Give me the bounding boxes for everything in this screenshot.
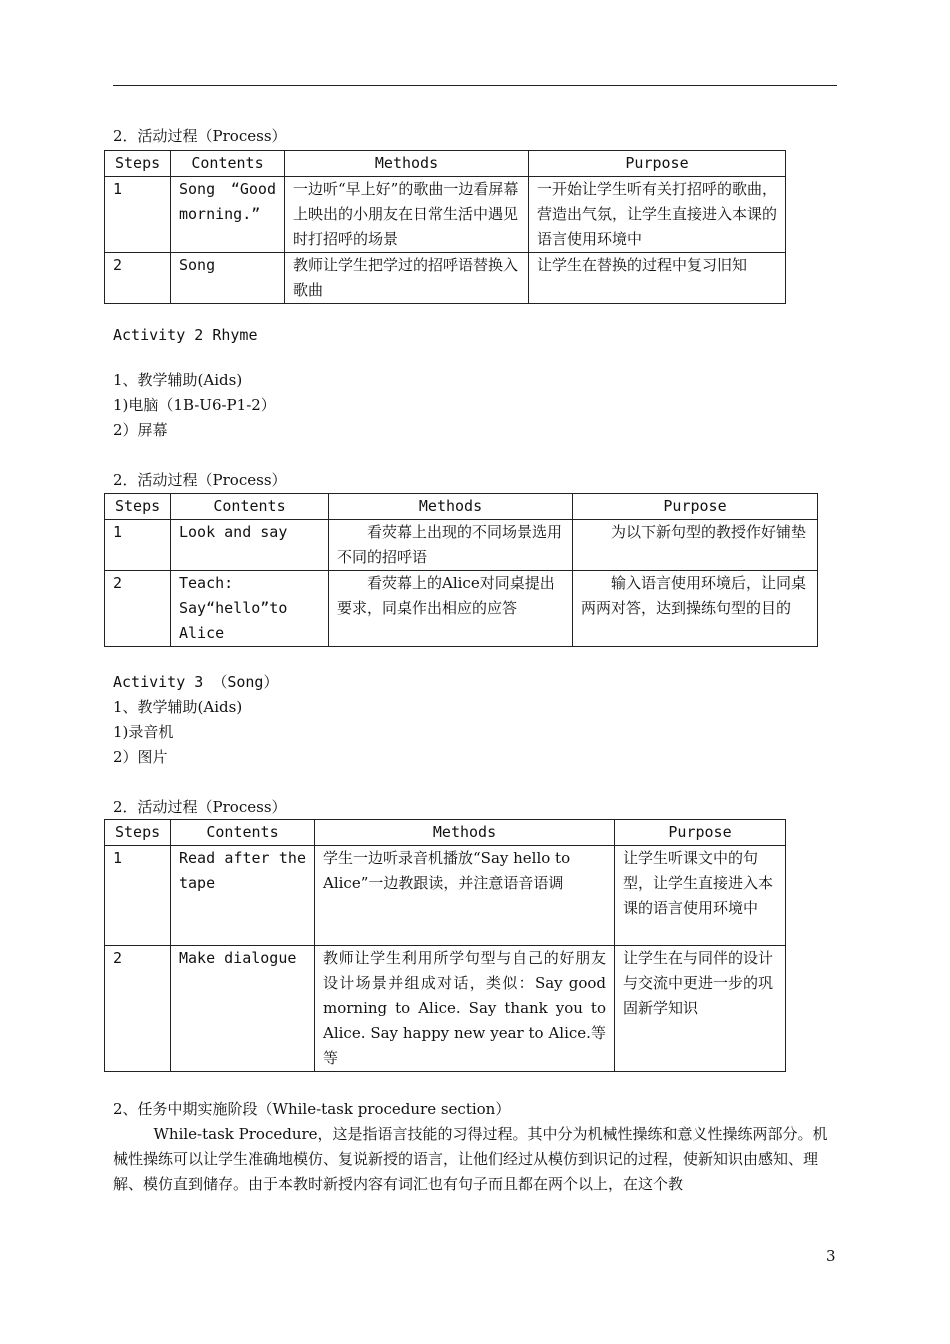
page-number: 3: [826, 1247, 836, 1265]
header-methods: Methods: [285, 151, 529, 177]
activity2-aid-1: 1)电脑（1B-U6-P1-2）: [113, 396, 276, 414]
table-row: [105, 520, 818, 571]
header-methods: Methods: [329, 494, 573, 520]
table-row: [105, 177, 786, 253]
header-methods: Methods: [315, 820, 615, 846]
cell-contents: Read after the tape: [171, 846, 315, 946]
while-task-paragraph: While-task Procedure，这是指语言技能的习得过程。其中分为机械性操练和意义性操练两部分。机械性操练可以让学生准确地模仿、复说新授的语言，让他们经过从模仿到识记的过程，使新知识由感知、理解、模仿直到储存。由于本教时新授内容有词汇也有句子而且都在两个以上，在这个教: [113, 1125, 828, 1193]
cell-contents: Song “Good morning.”: [171, 177, 285, 253]
header-purpose: Purpose: [573, 494, 818, 520]
header-purpose: Purpose: [529, 151, 786, 177]
activity2-aids-heading: 1、教学辅助(Aids): [113, 371, 243, 389]
table-row: [105, 946, 786, 1072]
header-contents: Contents: [171, 820, 315, 846]
cell-methods: 看荧幕上的Alice对同桌提出要求，同桌作出相应的应答: [329, 571, 573, 647]
cell-step: 1: [105, 520, 171, 571]
cell-purpose: 为以下新句型的教授作好铺垫: [573, 520, 818, 571]
activity3-aid-2: 2）图片: [113, 748, 168, 766]
cell-purpose: 让学生听课文中的句型，让学生直接进入本课的语言使用环境中: [615, 846, 786, 946]
cell-methods: 教师让学生把学过的招呼语替换入歌曲: [285, 253, 529, 304]
cell-contents: [171, 571, 329, 647]
process-heading-2: 2．活动过程（Process）: [113, 471, 287, 489]
header-steps: Steps: [105, 151, 171, 177]
cell-contents: Look and say: [171, 520, 329, 571]
table-row: [105, 571, 818, 647]
cell-step: 1: [105, 846, 171, 946]
table-row: [105, 846, 786, 946]
cell-step: 2: [105, 946, 171, 1072]
table-header-row: [105, 820, 786, 846]
process-table-3: [104, 819, 786, 1072]
activity3-aid-1: 1)录音机: [113, 723, 174, 741]
activity2-title: Activity 2 Rhyme: [113, 326, 258, 344]
cell-step: 2: [105, 571, 171, 647]
process-table-2: [104, 493, 818, 647]
cell-methods: 学生一边听录音机播放“Say hello to Alice”一边教跟读，并注意语音语调: [315, 846, 615, 946]
table-row: [105, 253, 786, 304]
header-steps: Steps: [105, 820, 171, 846]
header-contents: Contents: [171, 151, 285, 177]
table-header-row: [105, 494, 818, 520]
cell-contents-line-1: Teach:: [179, 574, 234, 592]
process-table-1: [104, 150, 786, 304]
cell-contents: Make dialogue: [171, 946, 315, 1072]
table-header-row: [105, 151, 786, 177]
header-purpose: Purpose: [615, 820, 786, 846]
header-rule: [113, 85, 837, 86]
cell-methods: 一边听“早上好”的歌曲一边看屏幕上映出的小朋友在日常生活中遇见时打招呼的场景: [285, 177, 529, 253]
activity3-title: Activity 3 （Song）: [113, 673, 279, 691]
cell-purpose: 输入语言使用环境后，让同桌两两对答，达到操练句型的目的: [573, 571, 818, 647]
cell-purpose: 让学生在替换的过程中复习旧知: [529, 253, 786, 304]
activity2-aid-2: 2）屏幕: [113, 421, 168, 439]
cell-step: 1: [105, 177, 171, 253]
cell-purpose: 让学生在与同伴的设计与交流中更进一步的巩固新学知识: [615, 946, 786, 1072]
header-steps: Steps: [105, 494, 171, 520]
process-heading-1: 2．活动过程（Process）: [113, 127, 287, 145]
cell-contents-line-2: Say“hello”to Alice: [179, 599, 288, 642]
activity3-aids-heading: 1、教学辅助(Aids): [113, 698, 243, 716]
cell-contents: Song: [171, 253, 285, 304]
cell-methods: 看荧幕上出现的不同场景选用不同的招呼语: [329, 520, 573, 571]
cell-methods: 教师让学生利用所学句型与自己的好朋友设计场景并组成对话，类似：Say good morning to Alice. Say thank you to Alice. Say happy new year to Alice.等等: [315, 946, 615, 1072]
cell-purpose: 一开始让学生听有关打招呼的歌曲，营造出气氛，让学生直接进入本课的语言使用环境中: [529, 177, 786, 253]
header-contents: Contents: [171, 494, 329, 520]
while-task-heading: 2、任务中期实施阶段（While-task procedure section）: [113, 1100, 511, 1118]
cell-step: 2: [105, 253, 171, 304]
process-heading-3: 2．活动过程（Process）: [113, 798, 287, 816]
